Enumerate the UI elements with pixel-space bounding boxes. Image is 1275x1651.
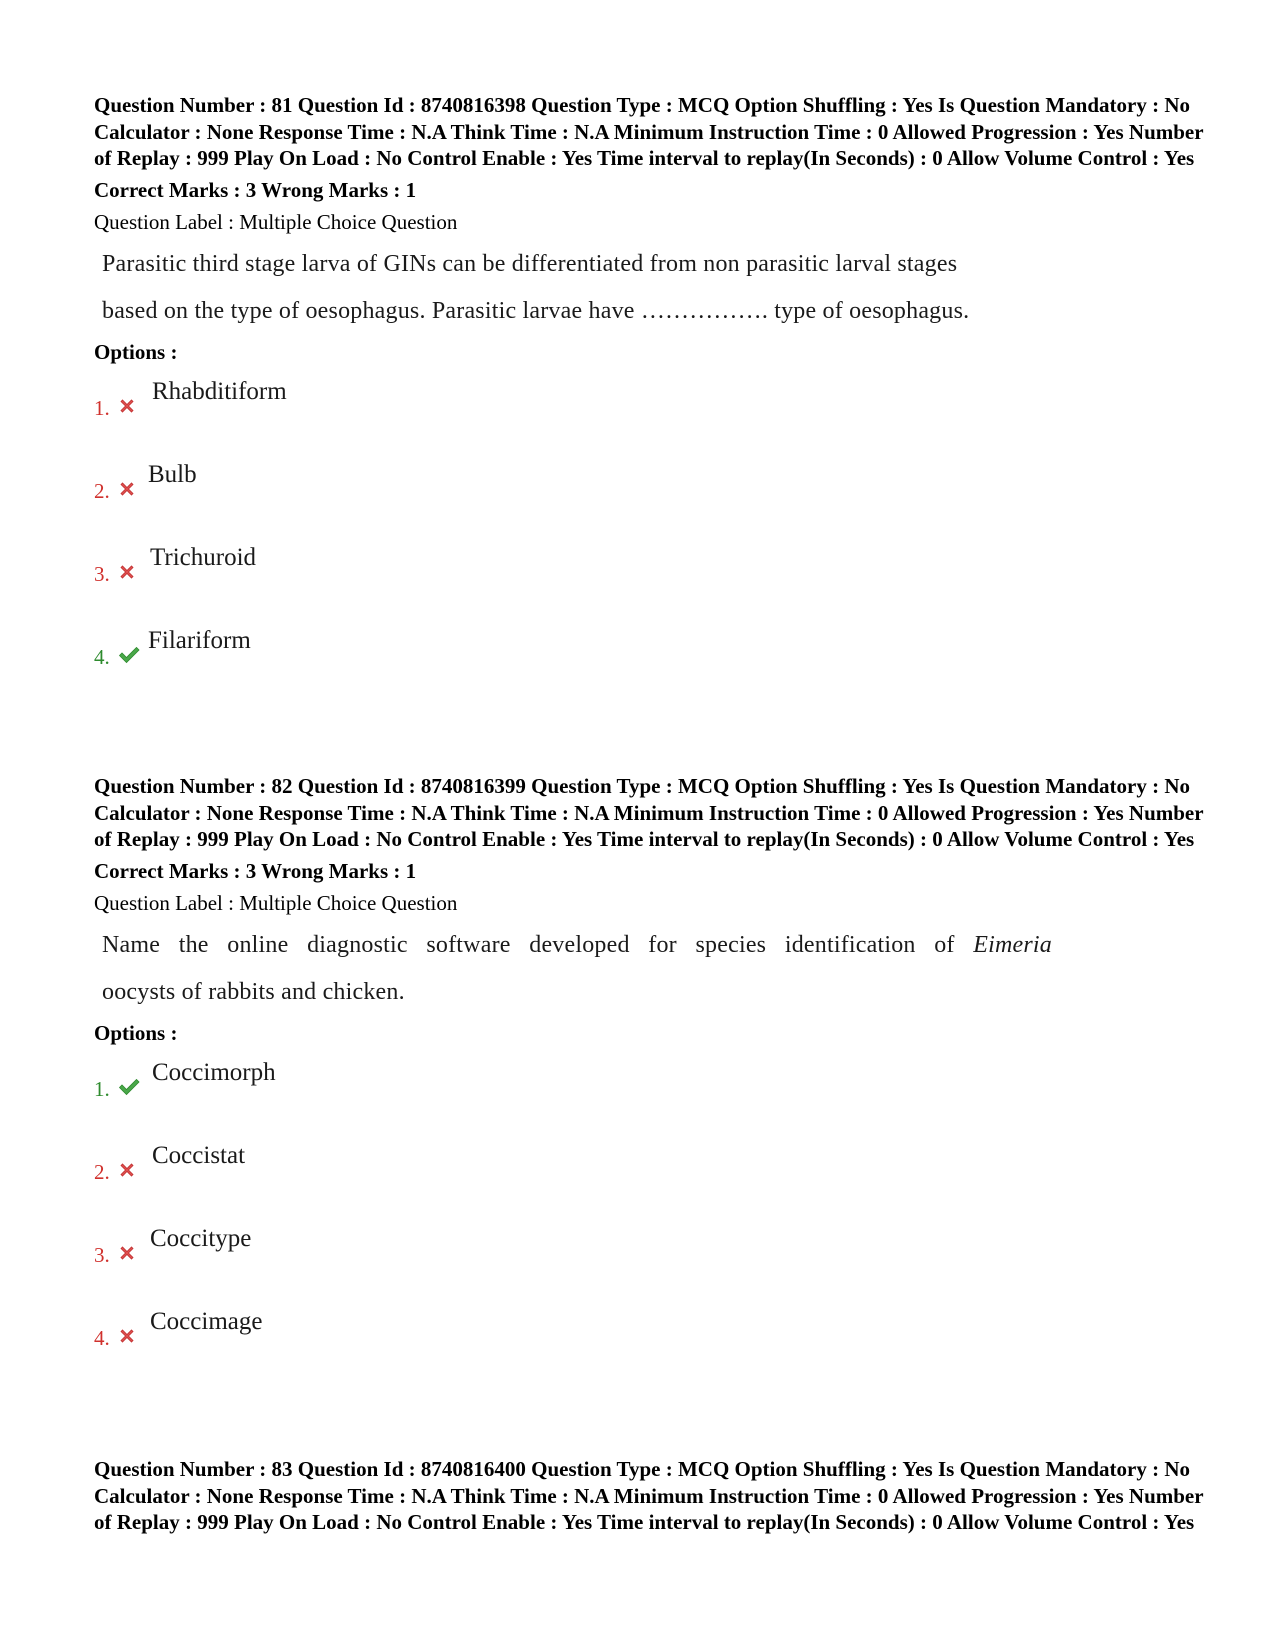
option-item[interactable] <box>94 458 1214 541</box>
option-item[interactable] <box>94 541 1214 624</box>
cross-icon <box>118 397 136 415</box>
question-header: Question Number : 81 Question Id : 8740816398 Question Type : MCQ Option Shuffling : Yes Is Question Mandatory : No Calculator : None Response Time : N.A Think Time : N.A Minimum Instruction Time : 0 Allowed Progression : Yes Number of Replay : 999 Play On Load : No Control Enable : Yes Time interval to replay(In Seconds) : 0 Allow Volume Control : Yes <box>94 93 1204 170</box>
option-number: 2. <box>94 1159 110 1184</box>
option-item[interactable] <box>94 1056 1214 1139</box>
question-83 <box>94 1456 1214 1536</box>
question-label: Question Label : Multiple Choice Question <box>94 890 458 915</box>
cross-icon <box>118 480 136 498</box>
question-header: Question Number : 83 Question Id : 8740816400 Question Type : MCQ Option Shuffling : Yes Is Question Mandatory : No Calculator : None Response Time : N.A Think Time : N.A Minimum Instruction Time : 0 Allowed Progression : Yes Number of Replay : 999 Play On Load : No Control Enable : Yes Time interval to replay(In Seconds) : 0 Allow Volume Control : Yes <box>94 1457 1204 1534</box>
options-list <box>94 1056 1214 1388</box>
option-item[interactable] <box>94 624 1214 707</box>
cross-icon <box>118 1244 136 1262</box>
option-item[interactable] <box>94 1139 1214 1222</box>
cross-icon <box>118 1161 136 1179</box>
question-81 <box>94 92 1214 707</box>
option-number: 2. <box>94 478 110 503</box>
options-heading: Options : <box>94 339 178 364</box>
check-icon <box>118 1078 140 1096</box>
question-text-line: oocysts of rabbits and chicken. <box>102 978 405 1005</box>
option-text: Coccimorph <box>152 1058 276 1086</box>
option-text: Trichuroid <box>150 543 257 571</box>
option-text: Coccimage <box>150 1307 263 1335</box>
option-number: 3. <box>94 1242 110 1267</box>
question-label: Question Label : Multiple Choice Question <box>94 209 458 234</box>
question-text <box>94 922 1214 1016</box>
question-text-line: Parasitic third stage larva of GINs can be differentiated from non parasitic larval stages <box>102 250 958 277</box>
cross-icon <box>118 563 136 581</box>
option-item[interactable] <box>94 1305 1214 1388</box>
question-text-line <box>102 922 1052 969</box>
question-text <box>94 241 1214 335</box>
option-item[interactable] <box>94 375 1214 458</box>
question-text-part: Name the online diagnostic software developed for species identification of <box>102 931 955 958</box>
question-text-line: based on the type of oesophagus. Parasitic larvae have ……………. type of oesophagus. <box>102 297 970 324</box>
options-list <box>94 375 1214 707</box>
option-text: Filariform <box>148 626 251 654</box>
option-number: 4. <box>94 1325 110 1350</box>
option-text: Coccistat <box>152 1141 246 1169</box>
option-number: 3. <box>94 561 110 586</box>
option-text: Rhabditiform <box>152 377 287 405</box>
marks-line: Correct Marks : 3 Wrong Marks : 1 <box>94 177 417 202</box>
question-82 <box>94 773 1214 1388</box>
option-number: 1. <box>94 395 110 420</box>
question-text-italic: Eimeria <box>973 931 1052 958</box>
cross-icon <box>118 1327 136 1345</box>
question-header: Question Number : 82 Question Id : 8740816399 Question Type : MCQ Option Shuffling : Yes Is Question Mandatory : No Calculator : None Response Time : N.A Think Time : N.A Minimum Instruction Time : 0 Allowed Progression : Yes Number of Replay : 999 Play On Load : No Control Enable : Yes Time interval to replay(In Seconds) : 0 Allow Volume Control : Yes <box>94 774 1204 851</box>
options-heading: Options : <box>94 1020 178 1045</box>
option-item[interactable] <box>94 1222 1214 1305</box>
marks-line: Correct Marks : 3 Wrong Marks : 1 <box>94 858 417 883</box>
option-text: Bulb <box>148 460 197 488</box>
check-icon <box>118 646 140 664</box>
option-text: Coccitype <box>150 1224 252 1252</box>
option-number: 4. <box>94 644 110 669</box>
option-number: 1. <box>94 1076 110 1101</box>
